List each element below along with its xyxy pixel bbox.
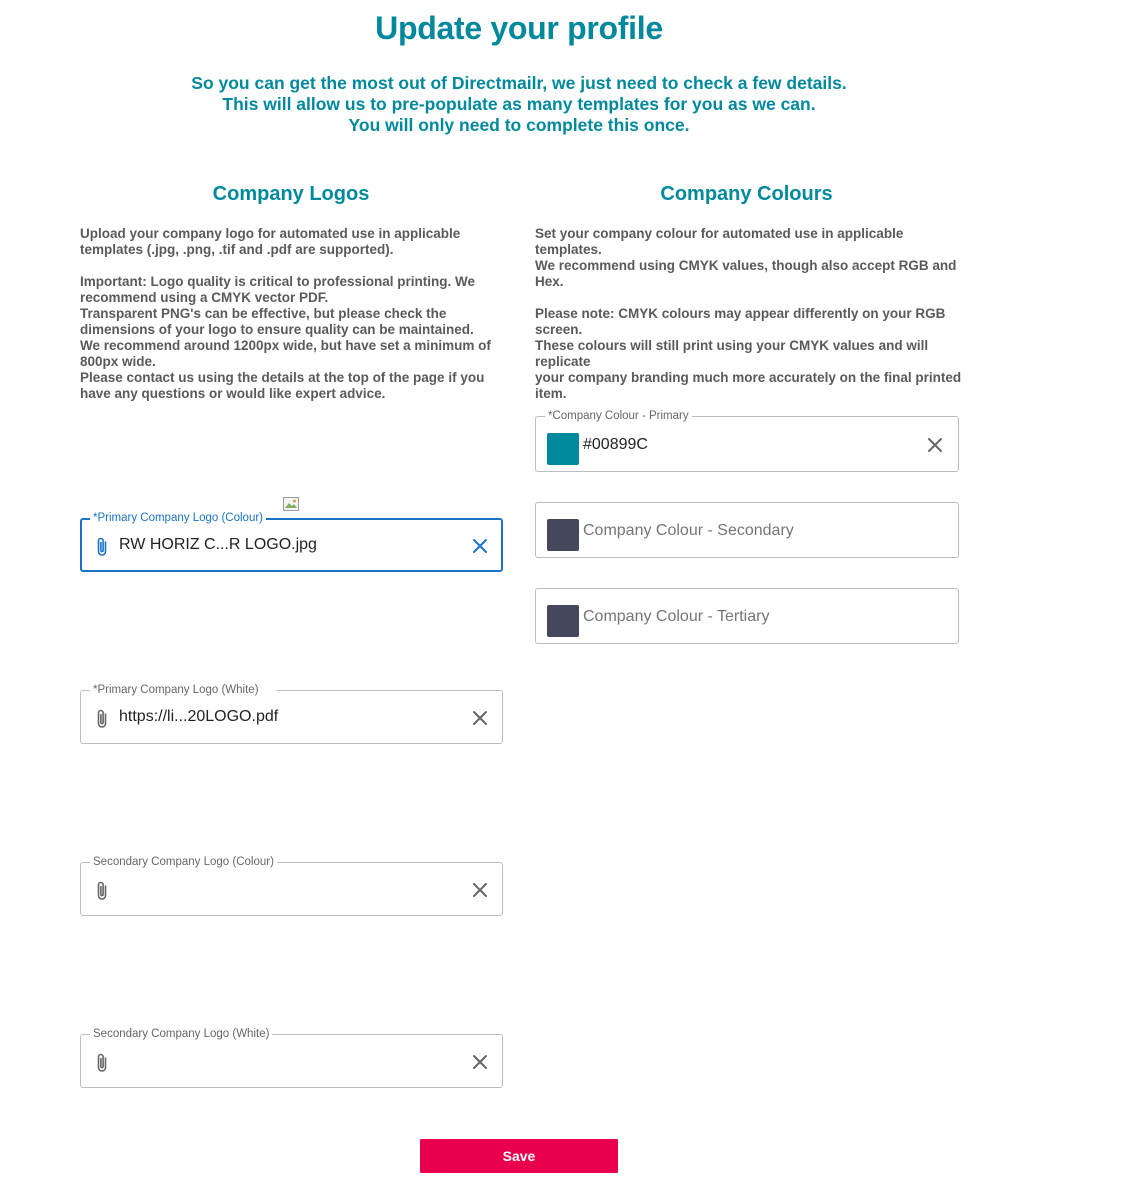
colours-description-paragraph: Set your company colour for automated use in applicable templates. We recommend using CMYK values, though also accept RGB and Hex. [535,226,957,289]
colour-placeholder: Company Colour - Secondary [583,522,794,539]
company-logos-description [80,226,508,402]
file-name-value: https://li...20LOGO.pdf [119,708,279,725]
company-colours-description [535,226,963,402]
file-name-value: RW HORIZ C...R LOGO.jpg [119,536,317,553]
field-label: Secondary Company Logo (White) [90,1026,272,1042]
field-label: *Primary Company Logo (White) [90,682,277,698]
tertiary-colour-field[interactable] [535,588,959,644]
company-logos-heading: Company Logos [212,183,370,205]
paperclip-icon[interactable] [95,1052,109,1074]
save-button[interactable]: Save [420,1139,618,1173]
intro-line: You will only need to complete this once. [348,115,690,135]
colour-placeholder: Company Colour - Tertiary [583,608,770,625]
colour-swatch[interactable] [547,433,579,465]
primary-colour-field[interactable] [535,410,959,472]
secondary-logo-white-field[interactable] [80,1028,503,1088]
close-icon[interactable] [472,710,488,726]
colours-description-paragraph: Please note: CMYK colours may appear differently on your RGB screen. These colours will still print using your CMYK values and will replicate your company branding much more accurately on the final printed item. [535,306,962,401]
close-icon[interactable] [927,437,943,453]
logos-description-paragraph: Upload your company logo for automated use in applicable templates (.jpg, .png, .tif and .pdf are supported). [80,226,461,257]
field-label: *Primary Company Logo (Colour) [90,510,266,526]
secondary-colour-field[interactable] [535,502,959,558]
page-title: Update your profile [375,10,663,46]
colour-swatch[interactable] [547,519,579,551]
primary-logo-white-field[interactable] [80,684,503,744]
intro-line: This will allow us to pre-populate as many templates for you as we can. [222,94,816,114]
colour-value: #00899C [583,436,648,453]
colour-swatch[interactable] [547,605,579,637]
intro-line: So you can get the most out of Directmailr, we just need to check a few details. [191,73,847,93]
paperclip-icon[interactable] [95,708,109,730]
paperclip-icon[interactable] [95,880,109,902]
close-icon[interactable] [472,1054,488,1070]
field-label: Secondary Company Logo (Colour) [90,854,277,870]
close-icon[interactable] [472,538,488,554]
primary-logo-colour-field[interactable] [80,512,503,572]
close-icon[interactable] [472,882,488,898]
logos-description-paragraph: Important: Logo quality is critical to professional printing. We recommend using a CMYK vector PDF. Transparent PNG's can be effective, but please check the dimensions of your logo to ensure quality can be maintained. We recommend around 1200px wide, but have set a minimum of 800px wide. Please contact us using the details at the top of the page if you have any questions or would like expert advice. [80,274,491,401]
company-colours-heading: Company Colours [660,183,833,205]
paperclip-icon[interactable] [95,536,109,558]
intro-text [0,73,1038,136]
broken-image-icon [283,497,299,511]
field-label: *Company Colour - Primary [545,408,692,424]
secondary-logo-colour-field[interactable] [80,856,503,916]
